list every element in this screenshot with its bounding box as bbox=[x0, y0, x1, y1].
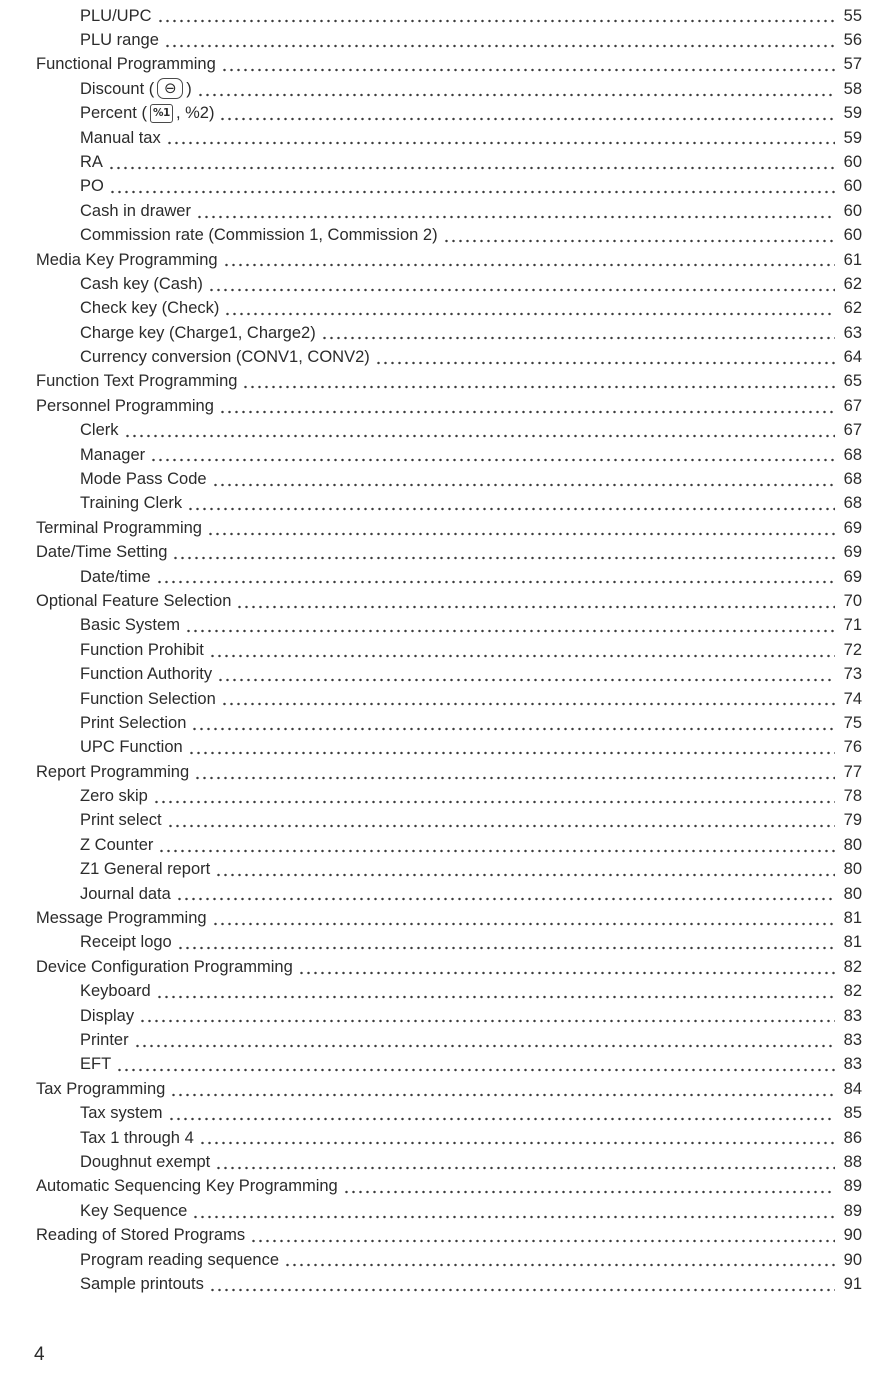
toc-entry-page: 60 bbox=[843, 177, 862, 196]
toc-leader-dots bbox=[196, 215, 835, 219]
toc-entry bbox=[36, 1270, 862, 1294]
toc-entry-page: 60 bbox=[843, 201, 862, 220]
toc-entry-label: Automatic Sequencing Key Programming bbox=[36, 1177, 338, 1196]
toc-entry-label: Tax Programming bbox=[36, 1079, 166, 1098]
toc-leader-dots bbox=[298, 971, 835, 975]
toc-entry-label: Z1 General report bbox=[80, 860, 211, 879]
toc-leader-dots bbox=[167, 824, 835, 828]
toc-entry bbox=[36, 295, 862, 319]
toc-entry bbox=[36, 807, 862, 831]
toc-entry-label: Manual tax bbox=[80, 128, 161, 147]
toc-leader-dots bbox=[209, 654, 835, 658]
toc-entry-label: Tax system bbox=[80, 1104, 163, 1123]
toc-entry bbox=[36, 563, 862, 587]
toc-entry-page: 80 bbox=[843, 860, 862, 879]
toc-entry-page: 81 bbox=[843, 933, 862, 952]
toc-leader-dots bbox=[192, 1215, 835, 1219]
toc-entry bbox=[36, 1197, 862, 1221]
toc-entry-label: Display bbox=[80, 1006, 135, 1025]
toc-entry-label: Basic System bbox=[80, 616, 180, 635]
toc-entry-label: PO bbox=[80, 177, 104, 196]
toc-entry-page: 69 bbox=[843, 567, 862, 586]
toc-entry bbox=[36, 1100, 862, 1124]
toc-leader-dots bbox=[219, 117, 835, 121]
page-number: 4 bbox=[34, 1344, 45, 1365]
toc-entry-label: Training Clerk bbox=[80, 494, 183, 513]
toc-entry-page: 83 bbox=[843, 1006, 862, 1025]
toc-entry bbox=[36, 173, 862, 197]
toc-entry-page: 74 bbox=[843, 689, 862, 708]
toc-entry-label: Commission rate (Commission 1, Commission 2) bbox=[80, 226, 438, 245]
toc-entry-page: 67 bbox=[843, 396, 862, 415]
toc-entry bbox=[36, 734, 862, 758]
toc-entry-page: 69 bbox=[843, 518, 862, 537]
toc-leader-dots bbox=[176, 897, 835, 901]
toc-leader-dots bbox=[199, 1141, 835, 1145]
toc-entry-label: Manager bbox=[80, 445, 146, 464]
toc-entry bbox=[36, 904, 862, 928]
toc-entry-label: RA bbox=[80, 152, 103, 171]
toc-entry bbox=[36, 417, 862, 441]
toc-entry-label: Media Key Programming bbox=[36, 250, 218, 269]
toc-entry bbox=[36, 880, 862, 904]
toc-entry bbox=[36, 392, 862, 416]
toc-entry-label-suffix: , %2) bbox=[175, 104, 215, 123]
toc-entry-page: 55 bbox=[843, 6, 862, 25]
toc-leader-dots bbox=[224, 312, 835, 316]
toc-entry-page: 65 bbox=[843, 372, 862, 391]
toc-entry-page: 84 bbox=[843, 1079, 862, 1098]
toc-entry bbox=[36, 831, 862, 855]
toc-entry-page: 90 bbox=[843, 1226, 862, 1245]
toc-entry-page: 88 bbox=[843, 1152, 862, 1171]
toc-entry-label: Printer bbox=[80, 1031, 129, 1049]
toc-entry bbox=[36, 490, 862, 514]
toc-leader-dots bbox=[139, 1019, 835, 1023]
toc-entry-page: 82 bbox=[843, 982, 862, 1001]
toc-entry-label: Report Programming bbox=[36, 762, 190, 781]
toc-entry-page: 82 bbox=[843, 957, 862, 976]
toc-leader-dots bbox=[156, 995, 835, 999]
toc-entry-label: Program reading sequence bbox=[80, 1250, 280, 1269]
toc-leader-dots bbox=[236, 605, 835, 609]
toc-entry-label: Receipt logo bbox=[80, 933, 172, 952]
toc-leader-dots bbox=[157, 19, 835, 23]
toc-entry-label: Print Selection bbox=[80, 713, 187, 732]
toc-leader-dots bbox=[212, 922, 835, 926]
toc-entry-label: Key Sequence bbox=[80, 1201, 188, 1220]
toc-entry-page: 76 bbox=[843, 738, 862, 757]
toc-entry bbox=[36, 51, 862, 75]
toc-entry bbox=[36, 978, 862, 1002]
toc-leader-dots bbox=[150, 458, 835, 462]
toc-entry bbox=[36, 124, 862, 148]
toc-entry-page: 57 bbox=[843, 55, 862, 74]
toc-leader-dots bbox=[188, 751, 835, 755]
toc-leader-dots bbox=[191, 727, 835, 731]
toc-entry bbox=[36, 148, 862, 172]
toc-entry bbox=[36, 953, 862, 977]
toc-leader-dots bbox=[194, 776, 835, 780]
toc-leader-dots bbox=[215, 873, 835, 877]
toc-entry bbox=[36, 1051, 862, 1075]
toc-entry-label: Print select bbox=[80, 811, 162, 830]
toc-entry-page: 68 bbox=[843, 470, 862, 489]
toc-entry-label: Function Authority bbox=[80, 665, 213, 684]
toc-entry-page: 79 bbox=[843, 811, 862, 830]
toc-entry-label: Z Counter bbox=[80, 835, 154, 854]
toc-entry-label: PLU/UPC bbox=[80, 6, 152, 25]
toc-leader-dots bbox=[116, 1068, 835, 1072]
toc-leader-dots bbox=[158, 849, 835, 853]
toc-leader-dots bbox=[212, 483, 835, 487]
toc-entry-label: Message Programming bbox=[36, 909, 207, 928]
toc-entry bbox=[36, 758, 862, 782]
toc-leader-dots bbox=[108, 166, 835, 170]
toc-leader-dots bbox=[168, 1117, 835, 1121]
toc-entry-page: 64 bbox=[843, 348, 862, 367]
toc-entry bbox=[36, 100, 862, 124]
toc-entry bbox=[36, 856, 862, 880]
toc-entry-label: Journal data bbox=[80, 884, 171, 903]
toc-leader-dots bbox=[166, 141, 835, 145]
toc-entry-label: Sample printouts bbox=[80, 1274, 204, 1293]
toc-entry-label: Doughnut exempt bbox=[80, 1152, 211, 1171]
toc-entry bbox=[36, 1246, 862, 1270]
toc-entry-page: 61 bbox=[843, 250, 862, 269]
toc-entry bbox=[36, 612, 862, 636]
toc-entry-page: 59 bbox=[843, 128, 862, 147]
toc-entry-label: Zero skip bbox=[80, 787, 148, 806]
toc-entry-page: 77 bbox=[843, 762, 862, 781]
toc-entry-page: 73 bbox=[843, 665, 862, 684]
toc-entry-label: Reading of Stored Programs bbox=[36, 1226, 246, 1245]
toc-entry-label: Discount ( bbox=[80, 79, 155, 98]
toc-entry-page: 67 bbox=[843, 421, 862, 440]
toc-entry bbox=[36, 75, 862, 99]
toc-entry bbox=[36, 1124, 862, 1148]
toc-entry bbox=[36, 636, 862, 660]
toc-entry-page: 71 bbox=[843, 616, 862, 635]
toc-entry-page: 69 bbox=[843, 543, 862, 562]
toc-entry bbox=[36, 1222, 862, 1246]
toc-entry-label: Check key (Check) bbox=[80, 299, 220, 318]
toc-leader-dots bbox=[215, 1166, 835, 1170]
toc-leader-dots bbox=[187, 507, 835, 511]
toc-entry-label: Keyboard bbox=[80, 982, 151, 1001]
toc-list bbox=[36, 2, 862, 1295]
toc-entry bbox=[36, 441, 862, 465]
toc-leader-dots bbox=[221, 702, 835, 706]
toc-entry-label: Currency conversion (CONV1, CONV2) bbox=[80, 348, 370, 367]
toc-entry-page: 68 bbox=[843, 494, 862, 513]
toc-entry-label: Device Configuration Programming bbox=[36, 957, 293, 976]
toc-entry-label: Terminal Programming bbox=[36, 518, 202, 537]
toc-entry bbox=[36, 343, 862, 367]
toc-entry-label: PLU range bbox=[80, 30, 159, 49]
toc-entry-label: Mode Pass Code bbox=[80, 470, 207, 489]
toc-entry-label: EFT bbox=[80, 1055, 112, 1074]
toc-entry-label: Date/time bbox=[80, 567, 151, 586]
toc-entry-page: 68 bbox=[843, 445, 862, 464]
toc-leader-dots bbox=[177, 946, 835, 950]
toc-entry bbox=[36, 197, 862, 221]
toc-entry-label: Cash key (Cash) bbox=[80, 274, 203, 293]
toc-leader-dots bbox=[343, 1190, 835, 1194]
toc-entry-page: 91 bbox=[843, 1274, 862, 1293]
toc-entry-page: 59 bbox=[843, 104, 862, 123]
toc-entry bbox=[36, 246, 862, 270]
toc-leader-dots bbox=[217, 678, 835, 682]
toc-leader-dots bbox=[242, 385, 835, 389]
minus-key-icon: ⊖ bbox=[157, 78, 183, 99]
toc-entry-label: Optional Feature Selection bbox=[36, 591, 232, 610]
toc-entry-label: Function Text Programming bbox=[36, 372, 238, 391]
toc-entry-page: 60 bbox=[843, 152, 862, 171]
toc-entry-page: 80 bbox=[843, 884, 862, 903]
toc-entry-page: 72 bbox=[843, 640, 862, 659]
toc-entry bbox=[36, 1002, 862, 1026]
toc-entry-page: 58 bbox=[843, 79, 862, 98]
toc-entry bbox=[36, 587, 862, 611]
toc-entry bbox=[36, 783, 862, 807]
toc-leader-dots bbox=[209, 1288, 835, 1292]
toc-entry bbox=[36, 368, 862, 392]
toc-entry-label-suffix: ) bbox=[186, 79, 192, 98]
toc-entry-page: 63 bbox=[843, 323, 862, 342]
toc-entry-label: Function Selection bbox=[80, 689, 216, 708]
toc-entry-label: Clerk bbox=[80, 421, 119, 440]
toc-leader-dots bbox=[207, 532, 835, 536]
toc-entry-page: 81 bbox=[843, 909, 862, 928]
toc-entry-page: 75 bbox=[843, 713, 862, 732]
toc-entry-label: Tax 1 through 4 bbox=[80, 1128, 194, 1147]
toc-entry-page: 86 bbox=[843, 1128, 862, 1147]
toc-entry-label: Personnel Programming bbox=[36, 396, 214, 415]
toc-entry bbox=[36, 270, 862, 294]
toc-entry-page: 89 bbox=[843, 1201, 862, 1220]
toc-leader-dots bbox=[153, 800, 835, 804]
toc-entry bbox=[36, 514, 862, 538]
toc-leader-dots bbox=[124, 434, 835, 438]
toc-entry-page: 62 bbox=[843, 274, 862, 293]
toc-entry-label: Functional Programming bbox=[36, 55, 216, 74]
toc-entry-page: 85 bbox=[843, 1104, 862, 1123]
toc-entry-label: Percent ( bbox=[80, 104, 147, 123]
toc-entry bbox=[36, 661, 862, 685]
toc-entry bbox=[36, 2, 862, 26]
toc-entry-page: 62 bbox=[843, 299, 862, 318]
toc-leader-dots bbox=[109, 190, 835, 194]
toc-leader-dots bbox=[221, 68, 835, 72]
toc-entry-label: Function Prohibit bbox=[80, 640, 204, 659]
toc-leader-dots bbox=[134, 1044, 835, 1048]
toc-entry-page: 90 bbox=[843, 1250, 862, 1269]
toc-entry-page: 83 bbox=[843, 1031, 862, 1049]
toc-entry-page: 78 bbox=[843, 787, 862, 806]
toc-entry bbox=[36, 1026, 862, 1050]
toc-leader-dots bbox=[208, 288, 835, 292]
toc-leader-dots bbox=[164, 44, 835, 48]
toc-entry bbox=[36, 319, 862, 343]
toc-leader-dots bbox=[250, 1239, 835, 1243]
toc-entry bbox=[36, 709, 862, 733]
toc-entry bbox=[36, 26, 862, 50]
toc-entry-page: 80 bbox=[843, 835, 862, 854]
toc-entry-page: 70 bbox=[843, 591, 862, 610]
toc-entry-label: Charge key (Charge1, Charge2) bbox=[80, 323, 316, 342]
toc-entry-label: UPC Function bbox=[80, 738, 183, 757]
toc-leader-dots bbox=[284, 1263, 835, 1267]
toc-entry bbox=[36, 685, 862, 709]
toc-entry-page: 60 bbox=[843, 226, 862, 245]
toc-entry-label: Date/Time Setting bbox=[36, 543, 168, 562]
toc-entry bbox=[36, 222, 862, 246]
toc-entry bbox=[36, 465, 862, 489]
toc-entry bbox=[36, 1148, 862, 1172]
toc-leader-dots bbox=[170, 1093, 835, 1097]
toc-leader-dots bbox=[197, 93, 835, 97]
toc-leader-dots bbox=[375, 361, 835, 365]
toc-leader-dots bbox=[156, 580, 835, 584]
toc-entry-page: 89 bbox=[843, 1177, 862, 1196]
toc-leader-dots bbox=[443, 239, 835, 243]
toc-entry-label: Cash in drawer bbox=[80, 201, 191, 220]
toc-leader-dots bbox=[321, 336, 835, 340]
toc-entry-page: 83 bbox=[843, 1055, 862, 1074]
toc-entry bbox=[36, 539, 862, 563]
toc-leader-dots bbox=[223, 263, 835, 267]
toc-entry-page: 56 bbox=[843, 30, 862, 49]
percent1-key-icon: %1 bbox=[150, 104, 173, 123]
toc-leader-dots bbox=[185, 629, 835, 633]
toc-leader-dots bbox=[219, 410, 835, 414]
toc-entry bbox=[36, 1075, 862, 1099]
toc-entry bbox=[36, 1173, 862, 1197]
toc-entry bbox=[36, 929, 862, 953]
toc-leader-dots bbox=[172, 556, 835, 560]
